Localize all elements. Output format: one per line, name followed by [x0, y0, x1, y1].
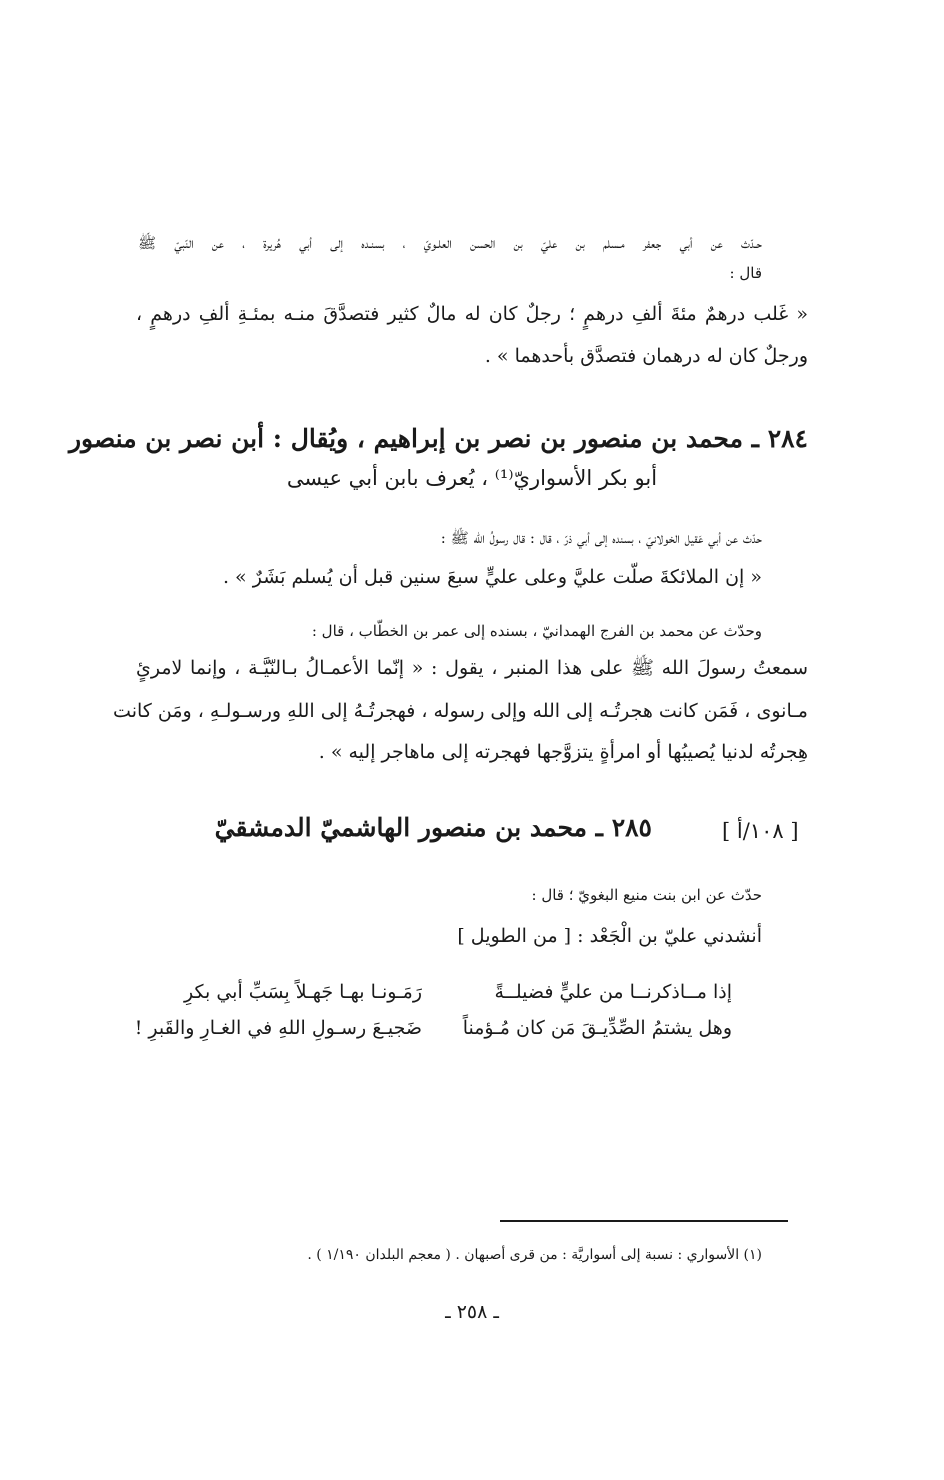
hadith-284-2-line3: هِجرتُه لدنيا يُصيبُها أو امرأةٍ يتزوَّجها فهجرته إلى ماهاجر إليه » . — [318, 741, 808, 763]
verse1-first-hemistich: إذا مــاذكرنــا من عليٍّ فضيلــةً — [494, 981, 732, 1003]
page-number: ـ ٢٥٨ ـ — [445, 1301, 499, 1323]
poem-intro: أنشدني عليّ بن الْجَعْد : [ من الطويل ] — [457, 925, 762, 947]
isnad-284-2: وحدّث عن محمد بن الفرج الهمدانيّ ، بسنده إلى عمر بن الخطّاب ، قال : — [311, 622, 762, 640]
hadith-284-2-line1: سمعتُ رسولَ الله ﷺ على هذا المنبر ، يقول : « إنّما الأعمـالُ بـالنّيَّـة ، وإنما لامرئٍ — [136, 657, 808, 679]
verse1-second-hemistich: رَمَـونـا بهـا جَهـلاً بِسَبِّ أبي بكرِ — [184, 981, 422, 1003]
footnote-1: (١) الأسواري : نسبة إلى أسواريَّة : من قرى أصبهان . ( معجم البلدان ١/١٩٠ ) . — [307, 1247, 762, 1263]
entry-285-heading: ٢٨٥ ـ محمد بن منصور الهاشميّ الدمشقيّ — [214, 813, 652, 842]
entry-284-heading-line2: أبو بكر الأسواريّ⁽¹⁾ ، يُعرف بابن أبي عيسى — [286, 466, 658, 490]
hadith-283-line2: ورجلٌ كان له درهمان فتصدَّق بأحدهما » . — [484, 345, 808, 367]
isnad-283-line1: حـدّث عن أبي جعفر مـسلم بن عليّ بن الحسن العلـويّ ، بسنـده إلى أبي هُريرة ، عن النّبيّ ﷺ — [138, 234, 762, 252]
footnote-separator — [500, 1220, 788, 1222]
isnad-283-line2: قال : — [729, 264, 762, 282]
verse2-first-hemistich: وهل يشتمُ الصِّدِّيـقَ مَن كان مُـؤمناً — [462, 1017, 732, 1039]
isnad-285: حدّث عن ابن بنت منيع البغويّ ؛ قال : — [531, 886, 762, 904]
verse2-second-hemistich: ضَجيـعَ رسـولِ اللهِ في الغـارِ والقَبرِ ! — [134, 1017, 422, 1039]
hadith-283-line1: « غَلب درهمٌ مئةَ ألفِ درهمٍ ؛ رجلٌ كان له مالٌ كثير فتصدَّقَ منـه بمئـةِ ألفِ درهمٍ ، — [136, 303, 808, 325]
isnad-284-1: حدّث عن أبي عَقيل الخولانيّ ، بسنده إلى أبي ذرّ ، قال : قال رسولُ الله ﷺ : — [440, 529, 762, 547]
hadith-284-2-line2: مـانوى ، فَمَن كانت هجرتُـه إلى الله وإلى رسوله ، فهجرتُـهُ إلى اللهِ ورسـولـهِ ، ومَن كانت — [113, 700, 808, 722]
hadith-284-1: « إن الملائكةَ صلّت عليَّ وعلى عليٍّ سبعَ سنين قبل أن يُسلم بَشَرٌ » . — [222, 566, 762, 588]
folio-marker: [ ١٠٨/أ ] — [722, 819, 799, 843]
entry-284-heading-line1: ٢٨٤ ـ محمد بن منصور بن نصر بن إبراهيم ، ويُقال : أبن نصر بن منصور — [68, 424, 808, 453]
